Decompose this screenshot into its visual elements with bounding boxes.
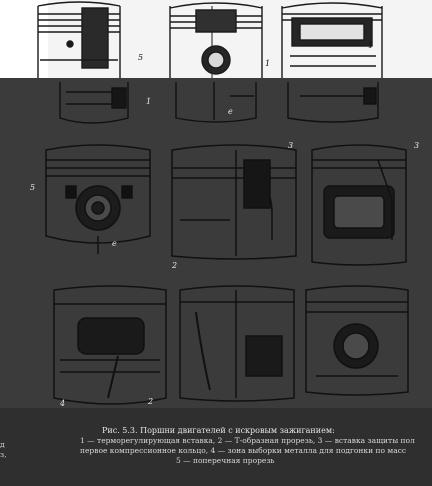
piston-drawing-row3-a xyxy=(54,286,166,404)
piston-drawing-row1-c xyxy=(282,3,382,78)
piston-drawing-row1-a xyxy=(38,2,120,78)
caption-title: Рис. 5.3. Поршни двигателей с искровым зажиганием: xyxy=(102,426,335,435)
label-3-row2-right: 3 xyxy=(414,141,420,150)
left-fragment-line-1: д xyxy=(0,440,5,449)
label-e-row1: е xyxy=(228,107,233,116)
label-1-top-right: 1 xyxy=(368,41,374,50)
piston-drawing-row2-b xyxy=(172,145,296,259)
label-e-row2: е xyxy=(112,239,117,248)
caption-line-2: первое компрессионное кольцо, 4 — зона выборки металла для подгонки по масс xyxy=(80,446,407,455)
label-5-top-left: 5 xyxy=(138,53,144,62)
piston-drawing-row1-b xyxy=(170,3,262,78)
piston-drawing-row1-b-lower xyxy=(176,82,256,122)
piston-drawing-row3-c xyxy=(306,286,408,395)
piston-drawing-row1-a-lower xyxy=(60,82,128,123)
label-5-row2: 5 xyxy=(30,183,36,192)
figure-caption xyxy=(80,426,432,466)
caption-line-3: 5 — поперечная прорезь xyxy=(176,456,275,465)
label-2-row2-middle: 2 xyxy=(172,261,178,270)
label-3-row2-middle: 3 xyxy=(288,141,294,150)
caption-line-1: 1 — терморегулирующая вставка, 2 — Т-образная прорезь, 3 — вставка защиты пол xyxy=(80,436,415,445)
piston-drawing-row3-b xyxy=(180,286,294,401)
piston-drawing-row2-a xyxy=(46,145,150,254)
label-1-top-middle: 1 xyxy=(265,59,271,68)
label-1-row1-lower: 1 xyxy=(146,97,152,106)
label-2-row3: 2 xyxy=(148,397,154,406)
left-fragment-line-2: з, xyxy=(0,450,7,459)
left-column-fragment xyxy=(0,440,6,460)
piston-drawing-row1-c-lower xyxy=(288,82,378,122)
piston-drawing-row2-c xyxy=(312,145,406,265)
label-4-row3: 4 xyxy=(60,399,66,408)
